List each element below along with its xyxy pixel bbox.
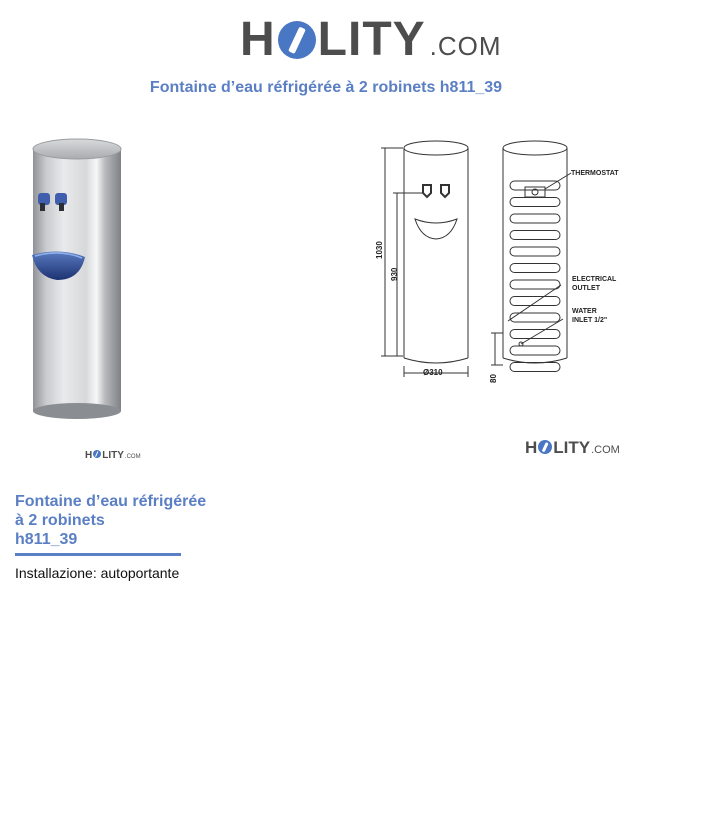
logo-suffix: LITY bbox=[102, 450, 124, 461]
coil-row bbox=[510, 214, 560, 223]
logo-o-icon bbox=[278, 21, 316, 59]
product-photo bbox=[25, 135, 130, 425]
coil-row bbox=[510, 198, 560, 207]
logo-prefix: H bbox=[240, 13, 276, 66]
logo-prefix: H bbox=[525, 438, 538, 457]
dim-body-height: 930 bbox=[390, 267, 399, 281]
logo-suffix: LITY bbox=[553, 438, 591, 457]
coil-row bbox=[510, 346, 560, 355]
dim-total-height: 1030 bbox=[375, 241, 384, 259]
column-body bbox=[33, 149, 121, 411]
coil-row bbox=[510, 231, 560, 240]
coil-row bbox=[510, 264, 560, 273]
brand-logo[interactable] bbox=[240, 12, 502, 67]
page-title: Fontaine d’eau réfrigérée à 2 robinets h811_39 bbox=[149, 79, 503, 96]
product-heading bbox=[15, 492, 245, 549]
logo-domain: .COM bbox=[429, 31, 502, 61]
logo-suffix: LITY bbox=[317, 13, 426, 66]
logo-domain: .COM bbox=[591, 444, 620, 456]
coil-row bbox=[510, 363, 560, 372]
photo-brand-logo bbox=[85, 450, 141, 461]
product-name-line-3: h811_39 bbox=[15, 531, 78, 548]
label-water-2: INLET 1/2" bbox=[572, 317, 608, 324]
column-top bbox=[33, 139, 121, 159]
coil-row bbox=[510, 297, 560, 306]
installation-spec: Installazione: autoportante bbox=[15, 565, 180, 581]
coil-row bbox=[510, 330, 560, 339]
logo-o-icon bbox=[538, 440, 552, 454]
label-electrical-1: ELECTRICAL bbox=[572, 276, 617, 283]
dim-diameter: Ø310 bbox=[423, 368, 443, 377]
logo-prefix: H bbox=[85, 450, 93, 461]
logo-o-icon bbox=[93, 450, 101, 458]
label-thermostat: THERMOSTAT bbox=[571, 170, 619, 177]
product-name-line-2: à 2 robinets bbox=[15, 512, 105, 529]
product-name-line-1: Fontaine d’eau réfrigérée bbox=[15, 493, 207, 510]
drawing-brand-logo bbox=[525, 438, 620, 458]
technical-drawing bbox=[375, 133, 625, 393]
label-water-1: WATER bbox=[572, 308, 597, 315]
label-electrical-2: OUTLET bbox=[572, 285, 600, 292]
logo-domain: .COM bbox=[124, 454, 141, 460]
coil-row bbox=[510, 280, 560, 289]
coil-row bbox=[510, 247, 560, 256]
dim-base: 80 bbox=[489, 374, 498, 383]
heading-divider bbox=[15, 553, 181, 556]
